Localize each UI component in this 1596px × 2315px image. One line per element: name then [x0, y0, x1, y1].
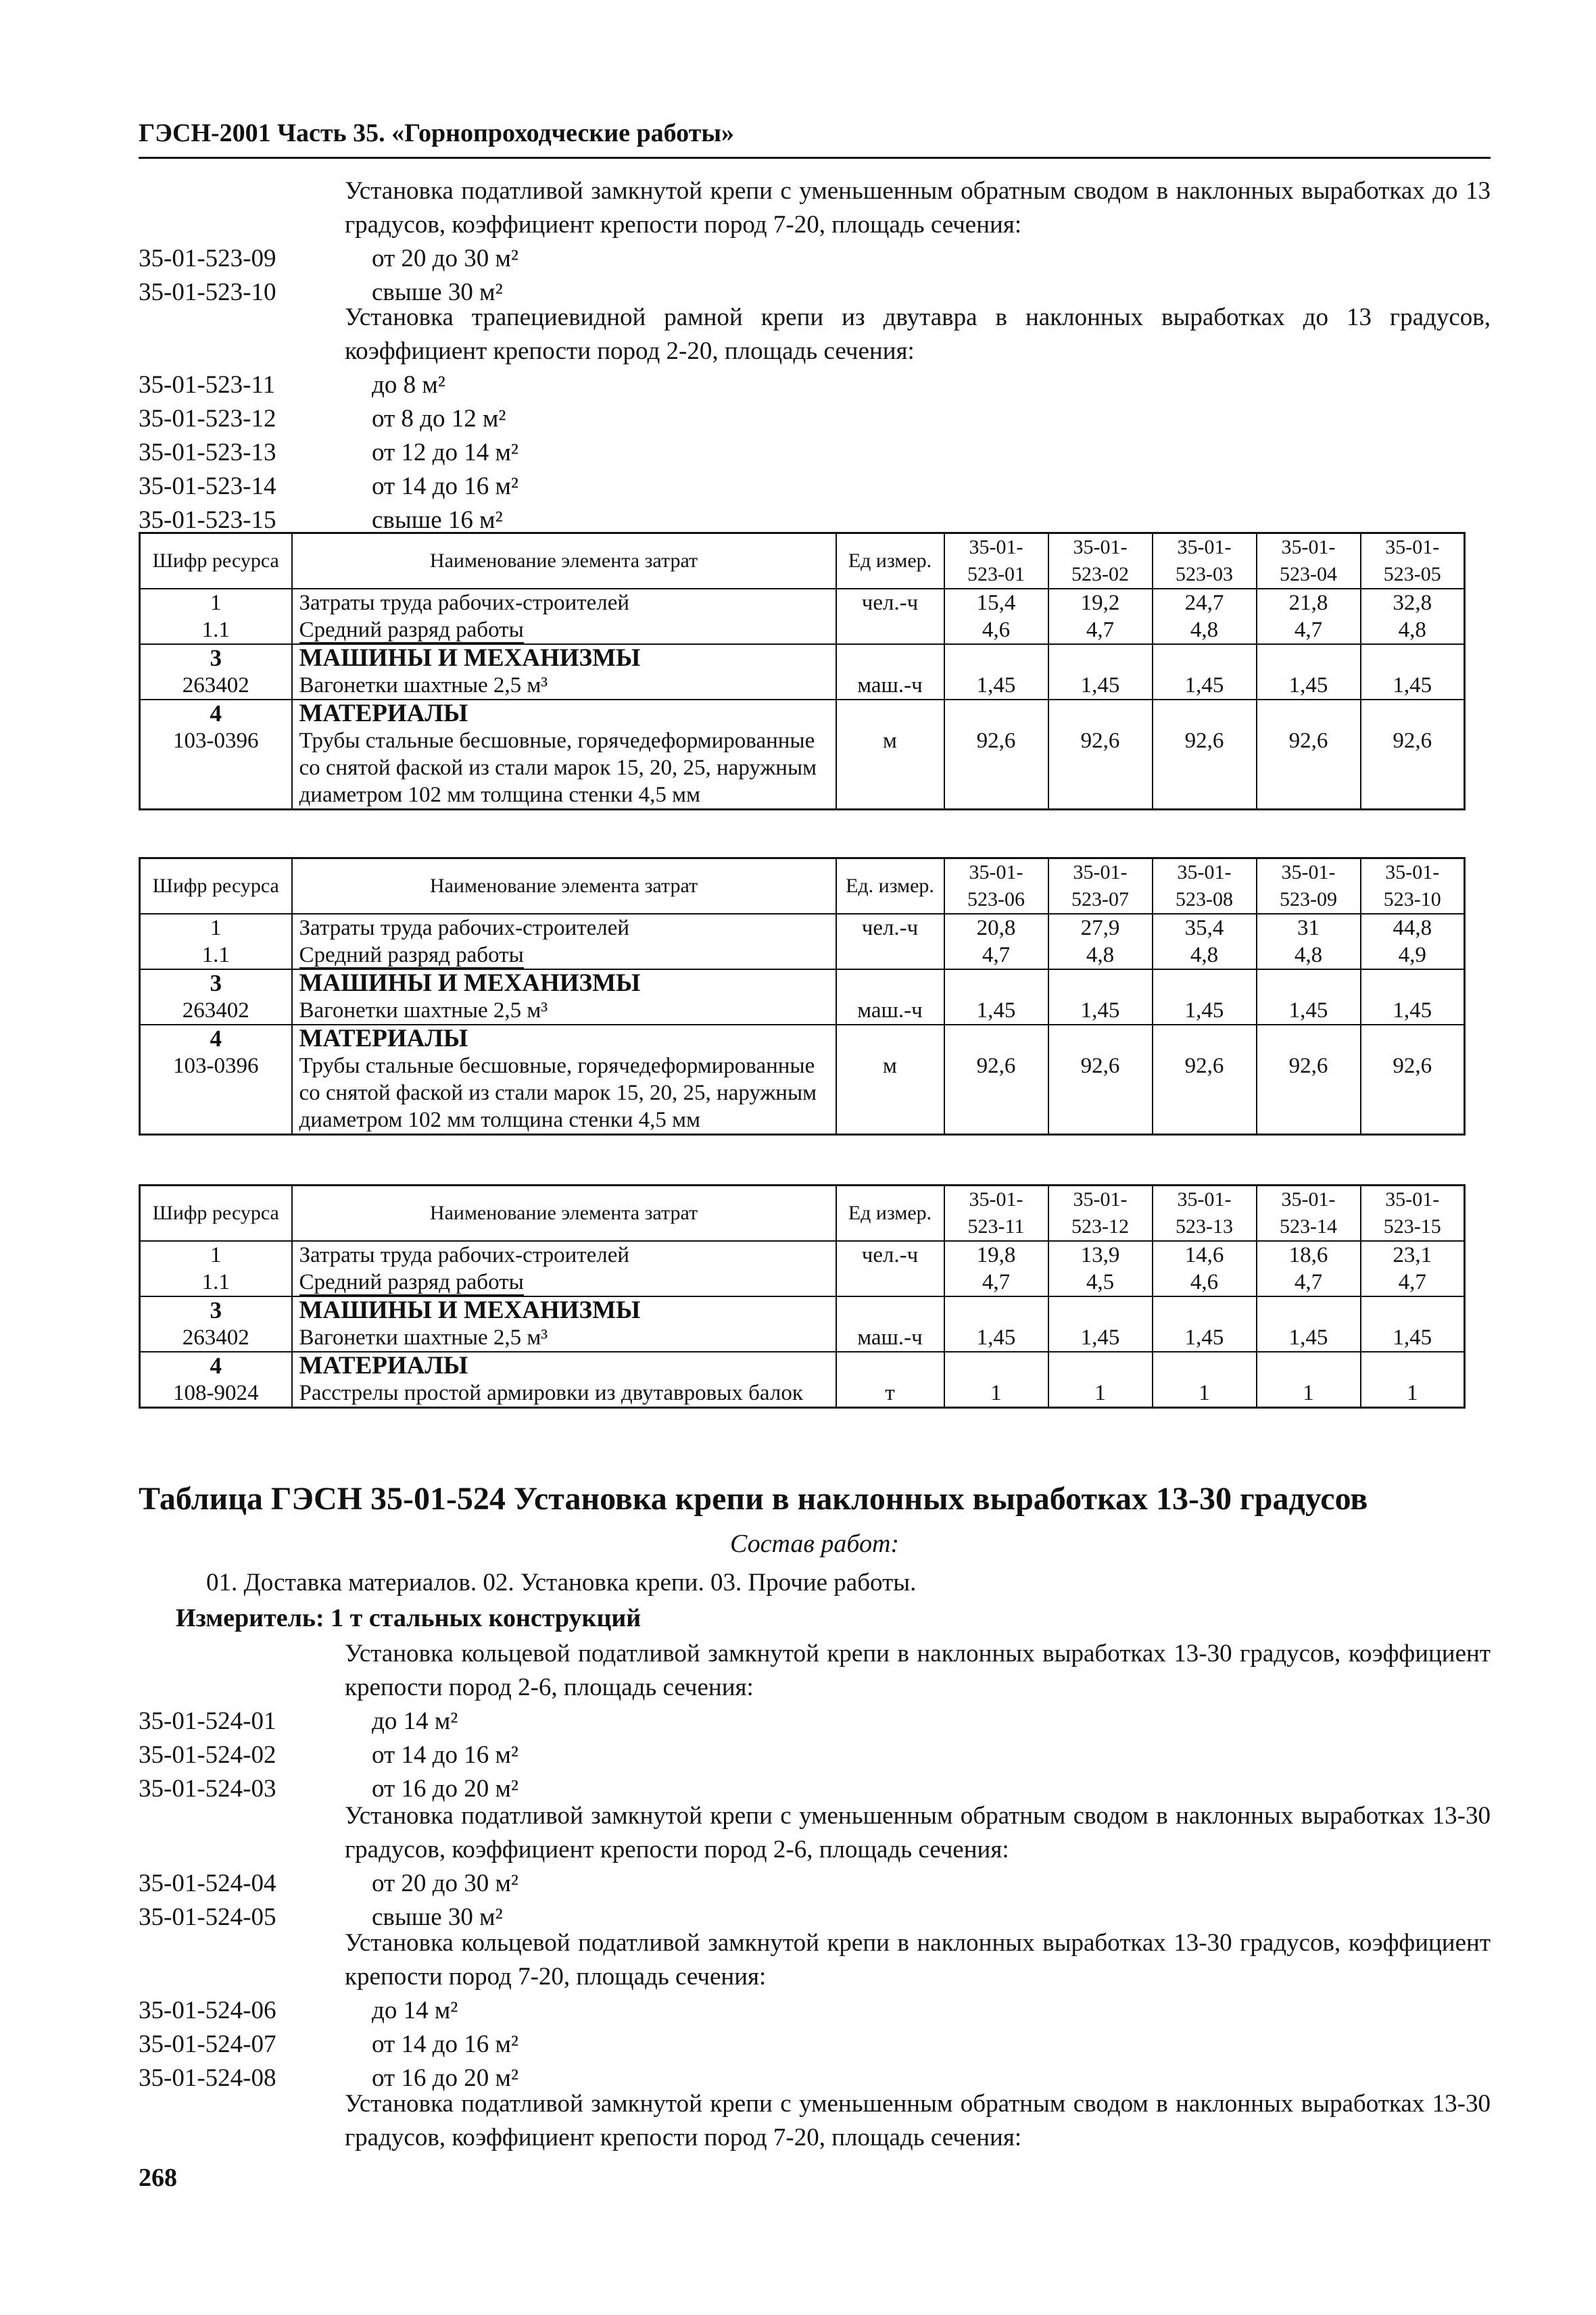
empty-cell — [944, 1352, 1048, 1380]
empty-cell — [1361, 1025, 1465, 1052]
resource-table — [139, 532, 1466, 810]
code-cell: 1 — [140, 1241, 292, 1269]
value-cell: 1,45 — [944, 1324, 1048, 1352]
value-cell: 1,45 — [1048, 672, 1153, 700]
code-cell: 1.1 — [140, 942, 292, 969]
value-cell: 92,6 — [1361, 1052, 1465, 1135]
empty-cell — [836, 1352, 944, 1380]
unit-cell: м — [836, 727, 944, 810]
value-cell: 1 — [1257, 1380, 1361, 1408]
header-rate-code: 35-01- 523-14 — [1257, 1186, 1361, 1242]
labor-row — [140, 914, 1465, 942]
header-rate-code: 35-01- 523-12 — [1048, 1186, 1153, 1242]
value-cell: 1 — [1048, 1380, 1153, 1408]
header-rate-code: 35-01- 523-01 — [944, 533, 1048, 589]
unit-cell — [836, 1269, 944, 1296]
item-description: Установка податливой замкнутой крепи с уменьшенным обратным сводом в наклонных выработках 13-30 градусов, коэффициент крепости пород 7-20, площадь сечения: — [345, 2090, 1491, 2151]
code-cell: 1.1 — [140, 1269, 292, 1296]
item-text: от 14 до 16 м² — [372, 472, 519, 500]
empty-cell — [944, 969, 1048, 997]
grade-name: Средний разряд работы — [299, 618, 524, 642]
name-cell: Трубы стальные бесшовные, горячедеформированные со снятой фаской из стали марок 15, 20, 25, наружным диаметром 102 мм толщина стенки 4,5 мм — [292, 1052, 836, 1135]
item-block — [139, 1637, 1491, 1806]
empty-cell — [1048, 1352, 1153, 1380]
grade-name: Средний разряд работы — [299, 943, 524, 967]
value-cell: 4,7 — [944, 942, 1048, 969]
unit-cell: т — [836, 1380, 944, 1408]
value-cell: 92,6 — [1153, 727, 1257, 810]
name-cell: Расстрелы простой армировки из двутавровых балок — [292, 1380, 836, 1408]
resource-table — [139, 857, 1466, 1136]
table-title: Таблица ГЭСН 35-01-524 Установка крепи в наклонных выработках 13-30 градусов — [139, 1481, 1368, 1517]
value-cell: 27,9 — [1048, 914, 1153, 942]
value-cell: 1,45 — [1361, 672, 1465, 700]
header-code: Шифр ресурса — [140, 858, 292, 915]
name-cell: Затраты труда рабочих-строителей — [292, 589, 836, 616]
value-cell: 4,7 — [1257, 616, 1361, 644]
code-cell: 263402 — [140, 672, 292, 700]
value-cell: 1,45 — [1361, 997, 1465, 1025]
section-row — [140, 700, 1465, 727]
empty-cell — [1153, 700, 1257, 727]
empty-cell — [1153, 1296, 1257, 1324]
grade-row — [140, 616, 1465, 644]
header-rate-code: 35-01- 523-02 — [1048, 533, 1153, 589]
grade-row — [140, 942, 1465, 969]
value-cell: 4,8 — [1257, 942, 1361, 969]
header-name: Наименование элемента затрат — [292, 533, 836, 589]
unit-cell: маш.-ч — [836, 1324, 944, 1352]
header-rate-code: 35-01- 523-10 — [1361, 858, 1465, 915]
empty-cell — [1361, 969, 1465, 997]
code-cell: 103-0396 — [140, 1052, 292, 1135]
name-cell — [292, 1269, 836, 1296]
value-cell: 4,7 — [1361, 1269, 1465, 1296]
value-cell: 4,9 — [1361, 942, 1465, 969]
value-cell: 14,6 — [1153, 1241, 1257, 1269]
item-code: 35-01-524-03 — [139, 1775, 276, 1803]
machine-row — [140, 997, 1465, 1025]
section-code: 3 — [140, 969, 292, 997]
item-block — [139, 1799, 1491, 1934]
item-row — [139, 1738, 1491, 1772]
item-row — [139, 436, 1491, 470]
value-cell: 31 — [1257, 914, 1361, 942]
name-cell: Затраты труда рабочих-строителей — [292, 914, 836, 942]
code-cell: 1.1 — [140, 616, 292, 644]
item-row — [139, 242, 1491, 276]
header-rate-code: 35-01- 523-06 — [944, 858, 1048, 915]
code-cell: 1 — [140, 914, 292, 942]
section-code: 4 — [140, 1025, 292, 1052]
item-text: от 12 до 14 м² — [372, 439, 519, 466]
empty-cell — [1048, 1025, 1153, 1052]
section-name: МАТЕРИАЛЫ — [292, 1352, 836, 1380]
item-code: 35-01-523-09 — [139, 245, 276, 272]
grade-name: Средний разряд работы — [299, 1270, 524, 1294]
resource-table — [139, 1184, 1466, 1409]
value-cell: 4,7 — [1257, 1269, 1361, 1296]
header-rate-code: 35-01- 523-08 — [1153, 858, 1257, 915]
empty-cell — [1361, 1352, 1465, 1380]
value-cell: 24,7 — [1153, 589, 1257, 616]
section-name: МАШИНЫ И МЕХАНИЗМЫ — [292, 969, 836, 997]
section-row — [140, 969, 1465, 997]
name-cell: Вагонетки шахтные 2,5 м³ — [292, 997, 836, 1025]
item-row — [139, 402, 1491, 436]
measure-unit: Измеритель: 1 т стальных конструкций — [176, 1604, 642, 1632]
unit-cell: чел.-ч — [836, 914, 944, 942]
section-row — [140, 644, 1465, 672]
empty-cell — [836, 700, 944, 727]
running-header: ГЭСН-2001 Часть 35. «Горнопроходческие работы» — [139, 119, 734, 147]
item-text: до 8 м² — [372, 371, 445, 399]
item-block — [139, 2087, 1491, 2155]
code-cell: 263402 — [140, 1324, 292, 1352]
value-cell: 1,45 — [1048, 1324, 1153, 1352]
item-description: Установка кольцевой податливой замкнутой крепи в наклонных выработках 13-30 градусов, коэффициент крепости пород 7-20, площадь сечения: — [345, 1929, 1491, 1991]
value-cell: 92,6 — [944, 727, 1048, 810]
item-text: свыше 30 м² — [372, 1903, 503, 1931]
item-code: 35-01-524-05 — [139, 1903, 276, 1931]
item-text: от 16 до 20 м² — [372, 2064, 519, 2092]
header-code: Шифр ресурса — [140, 1186, 292, 1242]
value-cell: 92,6 — [1257, 727, 1361, 810]
code-cell: 103-0396 — [140, 727, 292, 810]
value-cell: 92,6 — [944, 1052, 1048, 1135]
header-rate-code: 35-01- 523-03 — [1153, 533, 1257, 589]
value-cell: 92,6 — [1257, 1052, 1361, 1135]
header-code: Шифр ресурса — [140, 533, 292, 589]
item-row — [139, 1705, 1491, 1738]
item-block — [139, 1926, 1491, 2095]
value-cell: 92,6 — [1048, 727, 1153, 810]
header-rate-code: 35-01- 523-13 — [1153, 1186, 1257, 1242]
machine-row — [140, 1324, 1465, 1352]
section-code: 4 — [140, 1352, 292, 1380]
header-rate-code: 35-01- 523-09 — [1257, 858, 1361, 915]
item-text: от 20 до 30 м² — [372, 1870, 519, 1897]
item-code: 35-01-524-02 — [139, 1741, 276, 1769]
section-code: 4 — [140, 700, 292, 727]
value-cell: 4,5 — [1048, 1269, 1153, 1296]
section-name: МАШИНЫ И МЕХАНИЗМЫ — [292, 1296, 836, 1324]
value-cell: 4,8 — [1048, 942, 1153, 969]
value-cell: 4,8 — [1153, 942, 1257, 969]
item-description: Установка кольцевой податливой замкнутой крепи в наклонных выработках 13-30 градусов, коэффициент крепости пород 2-6, площадь сечения: — [345, 1640, 1491, 1701]
section-name: МАШИНЫ И МЕХАНИЗМЫ — [292, 644, 836, 672]
item-description: Установка трапециевидной рамной крепи из двутавра в наклонных выработках до 13 градусов, коэффициент крепости пород 2-20, площадь сечения: — [345, 303, 1491, 365]
value-cell: 1,45 — [944, 997, 1048, 1025]
section-code: 3 — [140, 1296, 292, 1324]
item-text: свыше 30 м² — [372, 278, 503, 306]
value-cell: 4,7 — [944, 1269, 1048, 1296]
header-unit: Ед измер. — [836, 533, 944, 589]
empty-cell — [1153, 1352, 1257, 1380]
empty-cell — [1257, 700, 1361, 727]
value-cell: 1,45 — [1153, 672, 1257, 700]
material-row — [140, 1052, 1465, 1135]
item-row — [139, 2028, 1491, 2062]
empty-cell — [944, 1296, 1048, 1324]
empty-cell — [1048, 700, 1153, 727]
value-cell: 1 — [944, 1380, 1048, 1408]
code-cell: 108-9024 — [140, 1380, 292, 1408]
item-row — [139, 368, 1491, 402]
item-code: 35-01-524-08 — [139, 2064, 276, 2092]
value-cell: 92,6 — [1153, 1052, 1257, 1135]
unit-cell: чел.-ч — [836, 1241, 944, 1269]
value-cell: 35,4 — [1153, 914, 1257, 942]
empty-cell — [1153, 644, 1257, 672]
empty-cell — [836, 1296, 944, 1324]
value-cell: 44,8 — [1361, 914, 1465, 942]
empty-cell — [1153, 969, 1257, 997]
value-cell: 92,6 — [1361, 727, 1465, 810]
value-cell: 1,45 — [1153, 997, 1257, 1025]
section-row — [140, 1025, 1465, 1052]
item-code: 35-01-524-07 — [139, 2030, 276, 2058]
empty-cell — [1257, 969, 1361, 997]
header-unit: Ед. измер. — [836, 858, 944, 915]
value-cell: 32,8 — [1361, 589, 1465, 616]
value-cell: 20,8 — [944, 914, 1048, 942]
value-cell: 1,45 — [1257, 672, 1361, 700]
work-composition-label: Состав работ: — [730, 1530, 900, 1558]
empty-cell — [1257, 1352, 1361, 1380]
item-text: свыше 16 м² — [372, 506, 503, 534]
machine-row — [140, 672, 1465, 700]
header-rate-code: 35-01- 523-11 — [944, 1186, 1048, 1242]
unit-cell: маш.-ч — [836, 997, 944, 1025]
material-row — [140, 727, 1465, 810]
value-cell: 13,9 — [1048, 1241, 1153, 1269]
value-cell: 4,7 — [1048, 616, 1153, 644]
name-cell: Трубы стальные бесшовные, горячедеформированные со снятой фаской из стали марок 15, 20, 25, наружным диаметром 102 мм толщина стенки 4,5 мм — [292, 727, 836, 810]
code-cell: 263402 — [140, 997, 292, 1025]
labor-row — [140, 589, 1465, 616]
value-cell: 92,6 — [1048, 1052, 1153, 1135]
unit-cell: м — [836, 1052, 944, 1135]
item-code: 35-01-524-04 — [139, 1870, 276, 1897]
empty-cell — [1257, 644, 1361, 672]
empty-cell — [1153, 1025, 1257, 1052]
material-row — [140, 1380, 1465, 1408]
item-code: 35-01-524-01 — [139, 1707, 276, 1735]
empty-cell — [836, 644, 944, 672]
empty-cell — [836, 969, 944, 997]
header-rate-code: 35-01- 523-07 — [1048, 858, 1153, 915]
value-cell: 18,6 — [1257, 1241, 1361, 1269]
item-text: от 16 до 20 м² — [372, 1775, 519, 1803]
empty-cell — [1361, 644, 1465, 672]
header-rate-code: 35-01- 523-04 — [1257, 533, 1361, 589]
item-text: от 8 до 12 м² — [372, 405, 506, 433]
empty-cell — [836, 1025, 944, 1052]
empty-cell — [1048, 1296, 1153, 1324]
name-cell: Затраты труда рабочих-строителей — [292, 1241, 836, 1269]
header-rate-code: 35-01- 523-05 — [1361, 533, 1465, 589]
empty-cell — [1257, 1025, 1361, 1052]
item-code: 35-01-523-10 — [139, 278, 276, 306]
item-code: 35-01-523-14 — [139, 472, 276, 500]
empty-cell — [944, 700, 1048, 727]
header-rate-code: 35-01- 523-15 — [1361, 1186, 1465, 1242]
item-row — [139, 470, 1491, 504]
item-text: от 14 до 16 м² — [372, 1741, 519, 1769]
item-code: 35-01-523-12 — [139, 405, 276, 433]
empty-cell — [944, 1025, 1048, 1052]
name-cell — [292, 616, 836, 644]
header-unit: Ед измер. — [836, 1186, 944, 1242]
code-cell: 1 — [140, 589, 292, 616]
labor-row — [140, 1241, 1465, 1269]
item-code: 35-01-523-15 — [139, 506, 276, 534]
work-list: 01. Доставка материалов. 02. Установка крепи. 03. Прочие работы. — [206, 1569, 917, 1597]
grade-row — [140, 1269, 1465, 1296]
header-name: Наименование элемента затрат — [292, 1186, 836, 1242]
empty-cell — [1257, 1296, 1361, 1324]
unit-cell — [836, 616, 944, 644]
empty-cell — [1361, 700, 1465, 727]
value-cell: 4,8 — [1361, 616, 1465, 644]
item-block — [139, 174, 1491, 310]
section-row — [140, 1296, 1465, 1324]
value-cell: 21,8 — [1257, 589, 1361, 616]
section-name: МАТЕРИАЛЫ — [292, 700, 836, 727]
item-row — [139, 1867, 1491, 1901]
value-cell: 1,45 — [1153, 1324, 1257, 1352]
value-cell: 4,8 — [1153, 616, 1257, 644]
item-code: 35-01-523-13 — [139, 439, 276, 466]
empty-cell — [1048, 644, 1153, 672]
unit-cell — [836, 942, 944, 969]
value-cell: 4,6 — [944, 616, 1048, 644]
item-description: Установка податливой замкнутой крепи с уменьшенным обратным сводом в наклонных выработках 13-30 градусов, коэффициент крепости пород 2-6, площадь сечения: — [345, 1802, 1491, 1863]
name-cell — [292, 942, 836, 969]
empty-cell — [944, 644, 1048, 672]
section-name: МАТЕРИАЛЫ — [292, 1025, 836, 1052]
item-description: Установка податливой замкнутой крепи с уменьшенным обратным сводом в наклонных выработках до 13 градусов, коэффициент крепости пород 7-20, площадь сечения: — [345, 177, 1491, 239]
value-cell: 1 — [1361, 1380, 1465, 1408]
value-cell: 19,2 — [1048, 589, 1153, 616]
value-cell: 1 — [1153, 1380, 1257, 1408]
value-cell: 1,45 — [1257, 997, 1361, 1025]
item-text: до 14 м² — [372, 1707, 458, 1735]
value-cell: 4,6 — [1153, 1269, 1257, 1296]
section-row — [140, 1352, 1465, 1380]
name-cell: Вагонетки шахтные 2,5 м³ — [292, 672, 836, 700]
header-name: Наименование элемента затрат — [292, 858, 836, 915]
header-rule — [139, 157, 1491, 159]
value-cell: 19,8 — [944, 1241, 1048, 1269]
name-cell: Вагонетки шахтные 2,5 м³ — [292, 1324, 836, 1352]
page-number: 268 — [139, 2164, 177, 2192]
item-text: от 20 до 30 м² — [372, 245, 519, 272]
item-text: от 14 до 16 м² — [372, 2030, 519, 2058]
value-cell: 15,4 — [944, 589, 1048, 616]
value-cell: 1,45 — [944, 672, 1048, 700]
empty-cell — [1048, 969, 1153, 997]
value-cell: 23,1 — [1361, 1241, 1465, 1269]
item-code: 35-01-523-11 — [139, 371, 276, 399]
item-code: 35-01-524-06 — [139, 1997, 276, 2024]
unit-cell: чел.-ч — [836, 589, 944, 616]
item-block — [139, 301, 1491, 537]
unit-cell: маш.-ч — [836, 672, 944, 700]
value-cell: 1,45 — [1257, 1324, 1361, 1352]
item-row — [139, 1994, 1491, 2028]
value-cell: 1,45 — [1361, 1324, 1465, 1352]
item-text: до 14 м² — [372, 1997, 458, 2024]
section-code: 3 — [140, 644, 292, 672]
empty-cell — [1361, 1296, 1465, 1324]
value-cell: 1,45 — [1048, 997, 1153, 1025]
